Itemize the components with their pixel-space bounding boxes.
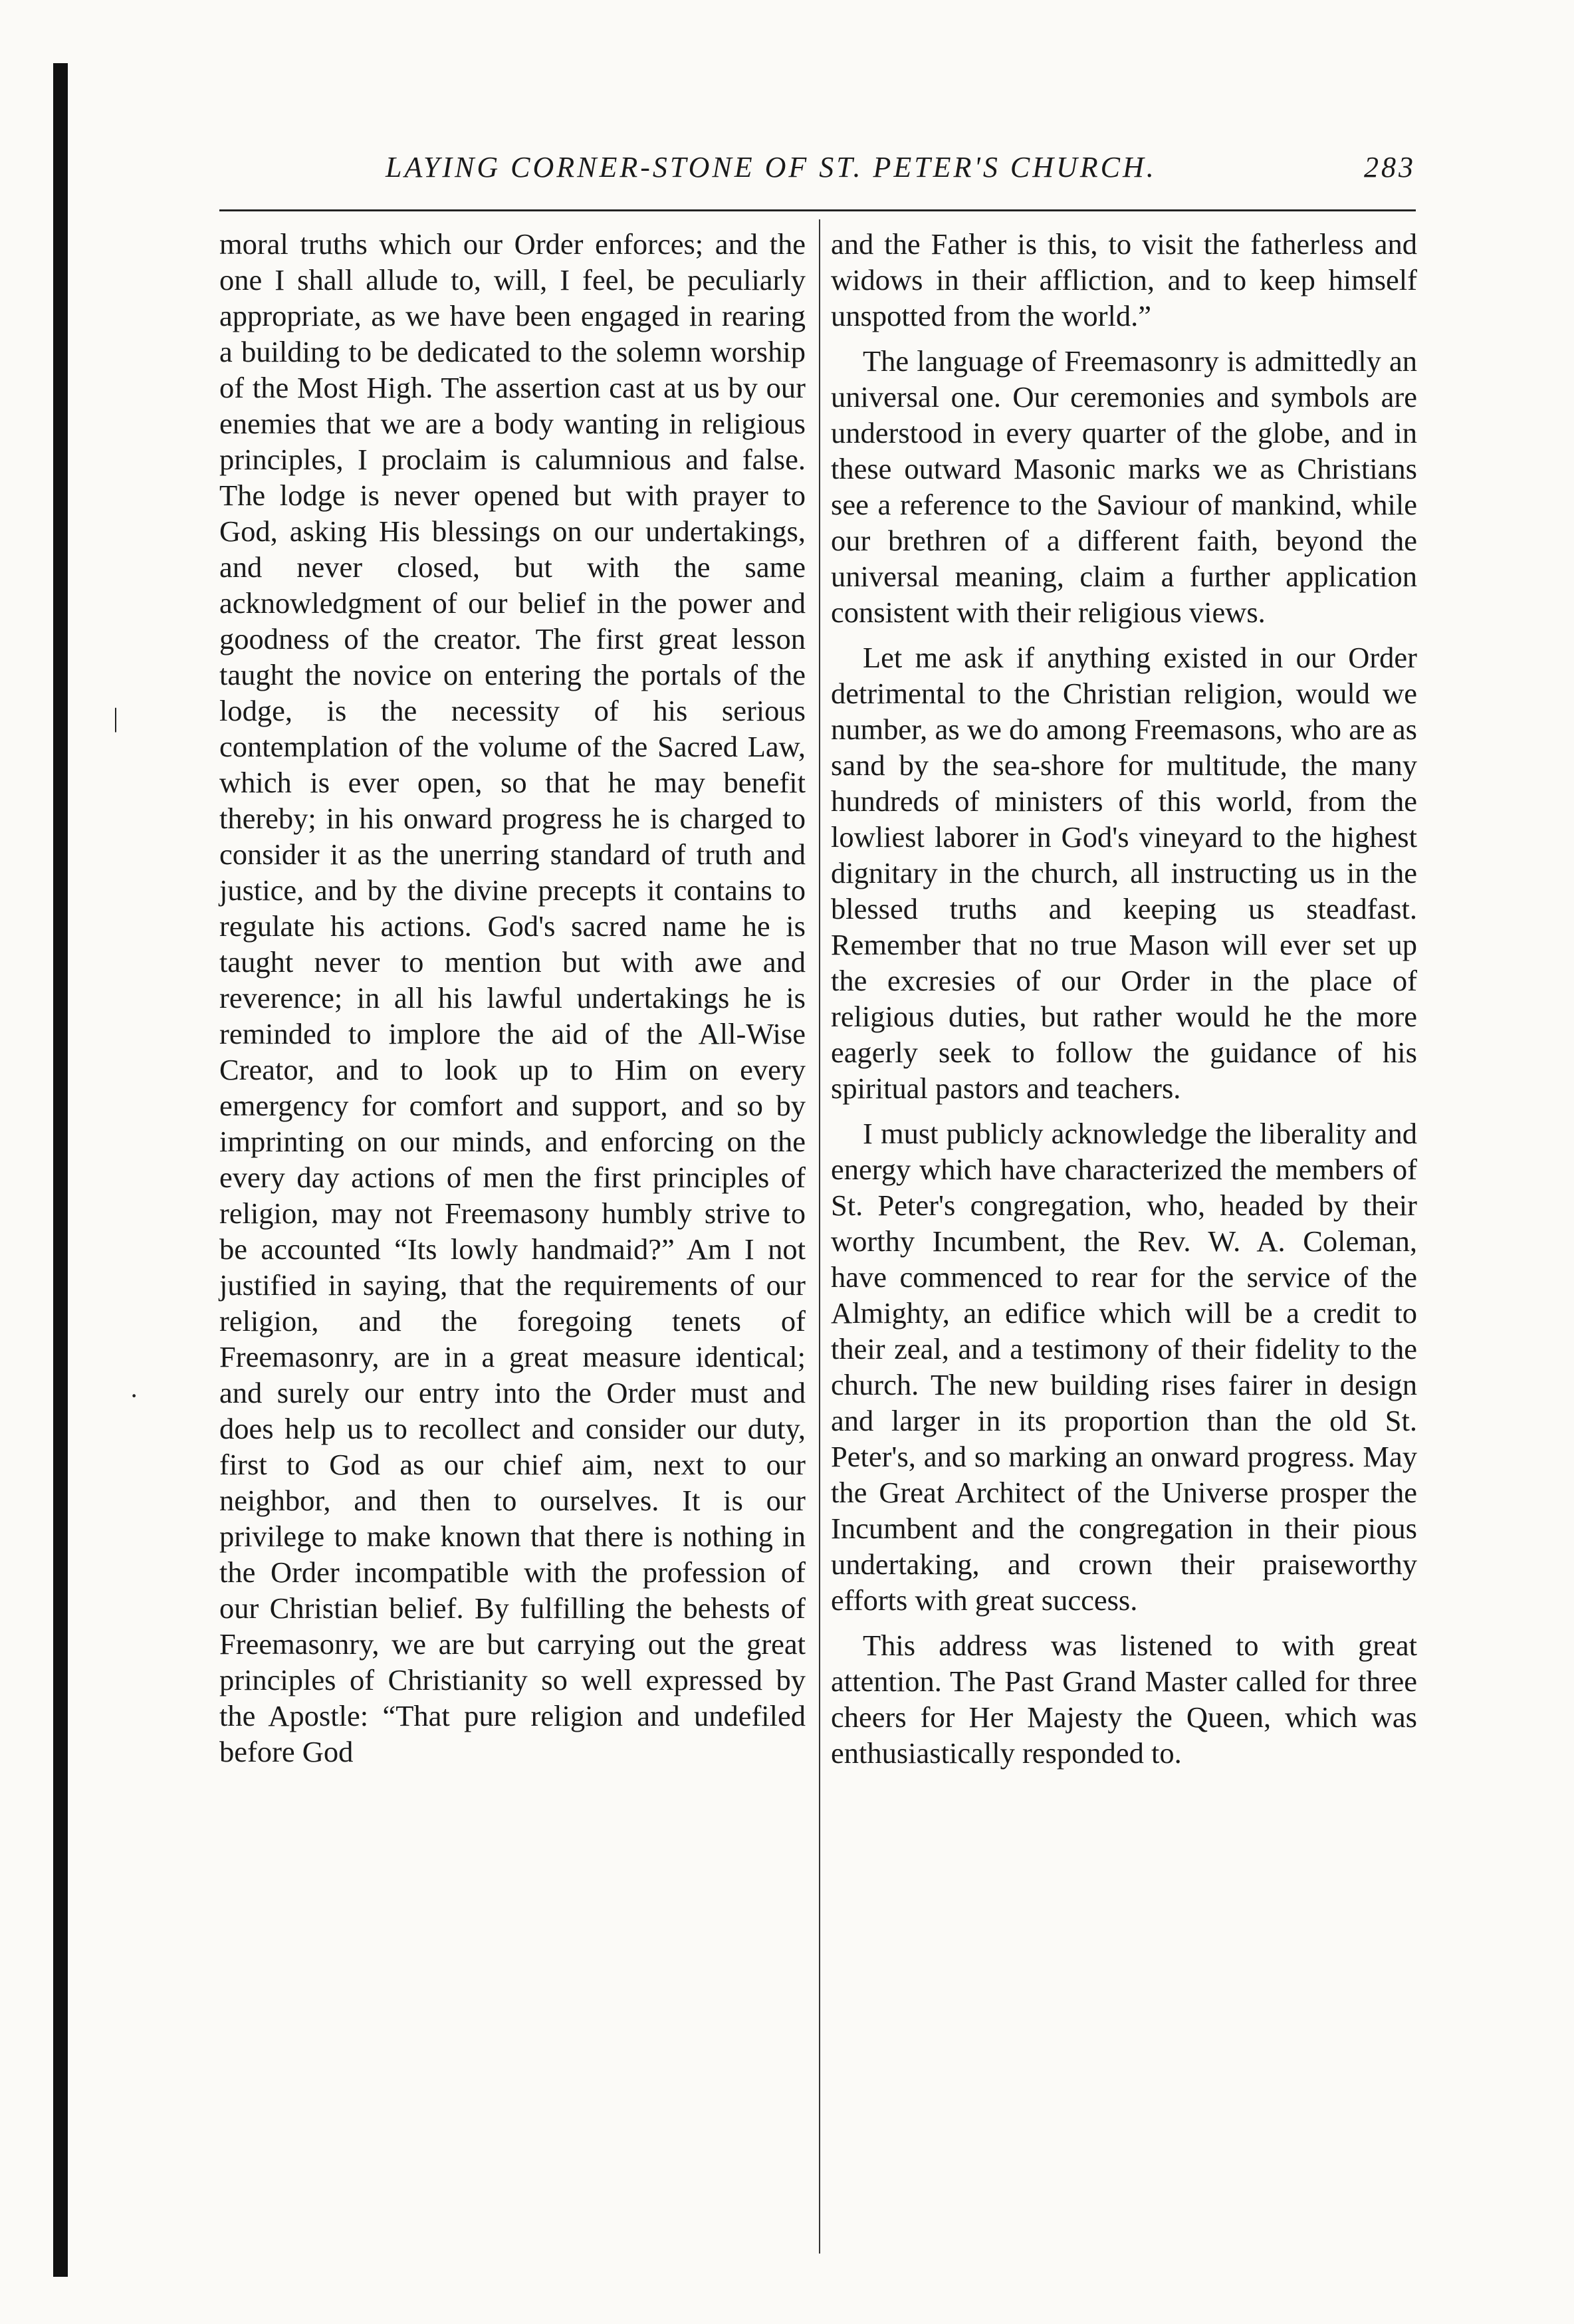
paragraph: Let me ask if anything existed in our Order detrimental to the Christian religion, would we number, as we do among Freemasons, who are as sand by the sea-shore for multitude, the many hundreds of ministers of this world, from the lowliest laborer in God's vineyard to the highest dignitary in the church, all instructing us in the blessed truths and keeping us steadfast. Remember that no true Mason will ever set up the excresies of our Order in the place of religious duties, but rather would he the more eagerly seek to follow the guidance of his spiritual pastors and teachers. — [831, 641, 1417, 1105]
column-divider — [819, 219, 820, 2254]
running-header — [219, 146, 1416, 193]
right-column — [831, 226, 1417, 1771]
margin-mark: · — [130, 1381, 139, 1411]
paragraph: The language of Freemasonry is admittedly an universal one. Our ceremonies and symbols are understood in every quarter of the globe, and in these outward Masonic marks we as Christians see a reference to the Saviour of mankind, while our brethren of a different faith, beyond the universal meaning, claim a further application consistent with their religious views. — [831, 344, 1417, 629]
page-number: 283 — [1364, 151, 1416, 183]
paragraph: This address was listened to with great attention. The Past Grand Master called for three cheers for Her Majesty the Queen, which was enthusiastically responded to. — [831, 1629, 1417, 1770]
header-rule — [219, 209, 1416, 211]
paragraph: moral truths which our Order enforces; and the one I shall allude to, will, I feel, be peculiarly appropriate, as we have been engaged in rearing a building to be dedicated to the solemn worship of the Most High. The assertion cast at us by our enemies that we are a body wanting in religious principles, I proclaim is calumnious and false. The lodge is never opened but with prayer to God, asking His blessings on our undertakings, and never closed, but with the same acknowledgment of our belief in the power and goodness of the creator. The first great lesson taught the novice on entering the portals of the lodge, is the necessity of his serious contemplation of the volume of the Sacred Law, which is ever open, so that he may benefit thereby; in his onward progress he is charged to consider it as the unerring standard of truth and justice, and by the divine precepts it contains to regulate his actions. God's sacred name he is taught never to mention but with awe and reverence; in all his lawful undertakings he is reminded to implore the aid of the All-Wise Creator, and to look up to Him on every emergency for comfort and support, and so by imprinting on our minds, and enforcing on the every day actions of men the first principles of religion, may not Freemasony humbly strive to be accounted “Its lowly handmaid?” Am I not justified in saying, that the requirements of our religion, and the foregoing tenets of Freemasonry, are in a great measure identical; and surely our entry into the Order must and does help us to recollect and consider our duty, first to God as our chief aim, next to our neighbor, and then to ourselves. It is our privilege to make known that there is nothing in the Order incompatible with the profession of our Christian belief. By fulfilling the behests of Freemasonry, we are but carrying out the great principles of Christianity so well expressed by the Apostle: “That pure religion and undefiled before God — [219, 227, 806, 1768]
paragraph: and the Father is this, to visit the fatherless and widows in their affliction, and to keep himself unspotted from the world.” — [831, 227, 1417, 332]
binding-edge-rule — [53, 63, 68, 2277]
paragraph: I must publicly acknowledge the liberality and energy which have characterized the members of St. Peter's congregation, who, headed by their worthy Incumbent, the Rev. W. A. Coleman, have commenced to rear for the service of the Almighty, an edifice which will be a credit to their zeal, and a testimony of their fidelity to the church. The new building rises fairer in design and larger in its proportion than the old St. Peter's, and so marking an onward progress. May the Great Architect of the Universe prosper the Incumbent and the congregation in their pious undertaking, and crown their praiseworthy efforts with great success. — [831, 1117, 1417, 1617]
running-title: LAYING CORNER-STONE OF ST. PETER'S CHURCH. — [386, 151, 1157, 183]
left-column — [219, 226, 806, 1770]
margin-mark: | — [113, 703, 119, 733]
